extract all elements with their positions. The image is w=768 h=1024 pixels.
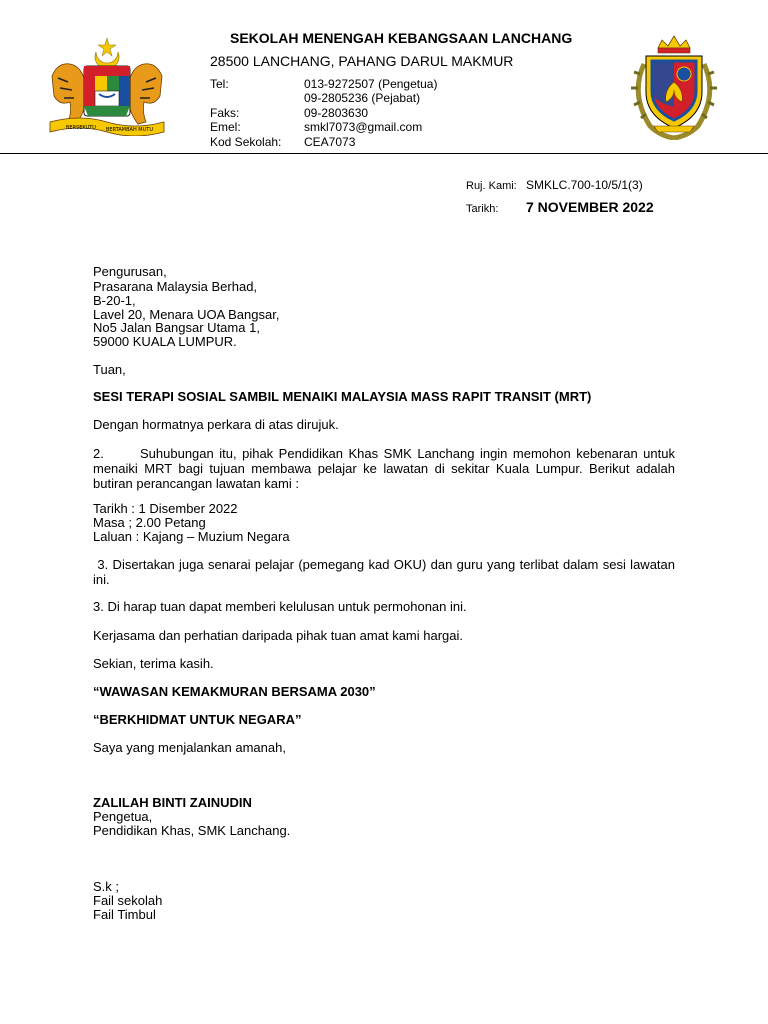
contact-value-tel-office: 09-2805236 (Pejabat) [304, 91, 421, 105]
contact-label-fax: Faks: [210, 106, 240, 120]
contact-label-email: Emel: [210, 120, 241, 134]
visit-detail-time: Masa ; 2.00 Petang [93, 515, 206, 530]
salutation: Tuan, [93, 362, 126, 377]
visit-detail-route: Laluan : Kajang – Muzium Negara [93, 529, 290, 544]
attachment-paragraph: 3. Disertakan juga senarai pelajar (pemegang kad OKU) dan guru yang terlibat dalam sesi lawatan ini. [93, 557, 679, 587]
contact-value-school-code: CEA7073 [304, 135, 356, 149]
letterhead-divider [0, 153, 768, 154]
cc-label: S.k ; [93, 879, 120, 894]
recipient-line: Pengurusan, [93, 264, 167, 279]
signatory-title: Pengetua, [93, 809, 153, 824]
contact-value-fax: 09-2803630 [304, 106, 369, 120]
cc-item: Fail Timbul [93, 907, 156, 922]
visit-detail-date: Tarikh : 1 Disember 2022 [93, 501, 238, 516]
recipient-line: No5 Jalan Bangsar Utama 1, [93, 320, 260, 335]
svg-text:BERSEKUTU: BERSEKUTU [66, 125, 96, 131]
malaysia-coat-of-arms-icon [44, 36, 170, 136]
signatory-name: ZALILAH BINTI ZAINUDIN [93, 795, 252, 810]
paragraph-number: 2. [93, 446, 104, 461]
contact-value-email: smkl7073@gmail.com [304, 120, 423, 134]
sign-off: Saya yang menjalankan amanah, [93, 740, 286, 755]
reference-number: SMKLC.700-10/5/1(3) [526, 178, 643, 192]
reference-label: Ruj. Kami: [466, 180, 517, 192]
request-paragraph: Suhubungan itu, pihak Pendidikan Khas SMK Lanchang ingin memohon kebenaran untuk menaiki MRT bagi tujuan membawa pelajar ke lawatan di sekitar Kuala Lumpur. Berikut adalah butiran perancangan lawatan kami : [93, 446, 675, 491]
letter-subject: SESI TERAPI SOSIAL SAMBIL MENAIKI MALAYSIA MASS RAPIT TRANSIT (MRT) [93, 389, 592, 404]
recipient-line: 59000 KUALA LUMPUR. [93, 334, 237, 349]
letter-date: 7 NOVEMBER 2022 [526, 199, 654, 215]
approval-paragraph: 3. Di harap tuan dapat memberi kelulusan untuk permohonan ini. [93, 599, 467, 614]
closing-line: Sekian, terima kasih. [93, 656, 214, 671]
contact-value-tel-principal: 013-9272507 (Pengetua) [304, 77, 438, 91]
slogan: “WAWASAN KEMAKMURAN BERSAMA 2030” [93, 684, 376, 699]
svg-text:BERTAMBAH MUTU: BERTAMBAH MUTU [106, 127, 153, 133]
thanks-paragraph: Kerjasama dan perhatian daripada pihak tuan amat kami hargai. [93, 628, 464, 643]
date-label: Tarikh: [466, 203, 499, 215]
recipient-line: Lavel 20, Menara UOA Bangsar, [93, 307, 280, 322]
contact-label-school-code: Kod Sekolah: [210, 135, 282, 149]
recipient-line: B-20-1, [93, 293, 136, 308]
contact-label-tel: Tel: [210, 77, 229, 91]
cc-item: Fail sekolah [93, 893, 163, 908]
recipient-line: Prasarana Malaysia Berhad, [93, 279, 258, 294]
intro-paragraph: Dengan hormatnya perkara di atas dirujuk. [93, 417, 339, 432]
signatory-unit: Pendidikan Khas, SMK Lanchang. [93, 823, 291, 838]
school-crest-icon [628, 34, 720, 140]
slogan: “BERKHIDMAT UNTUK NEGARA” [93, 712, 302, 727]
school-address: 28500 LANCHANG, PAHANG DARUL MAKMUR [210, 53, 514, 69]
school-name: SEKOLAH MENENGAH KEBANGSAAN LANCHANG [230, 30, 573, 46]
